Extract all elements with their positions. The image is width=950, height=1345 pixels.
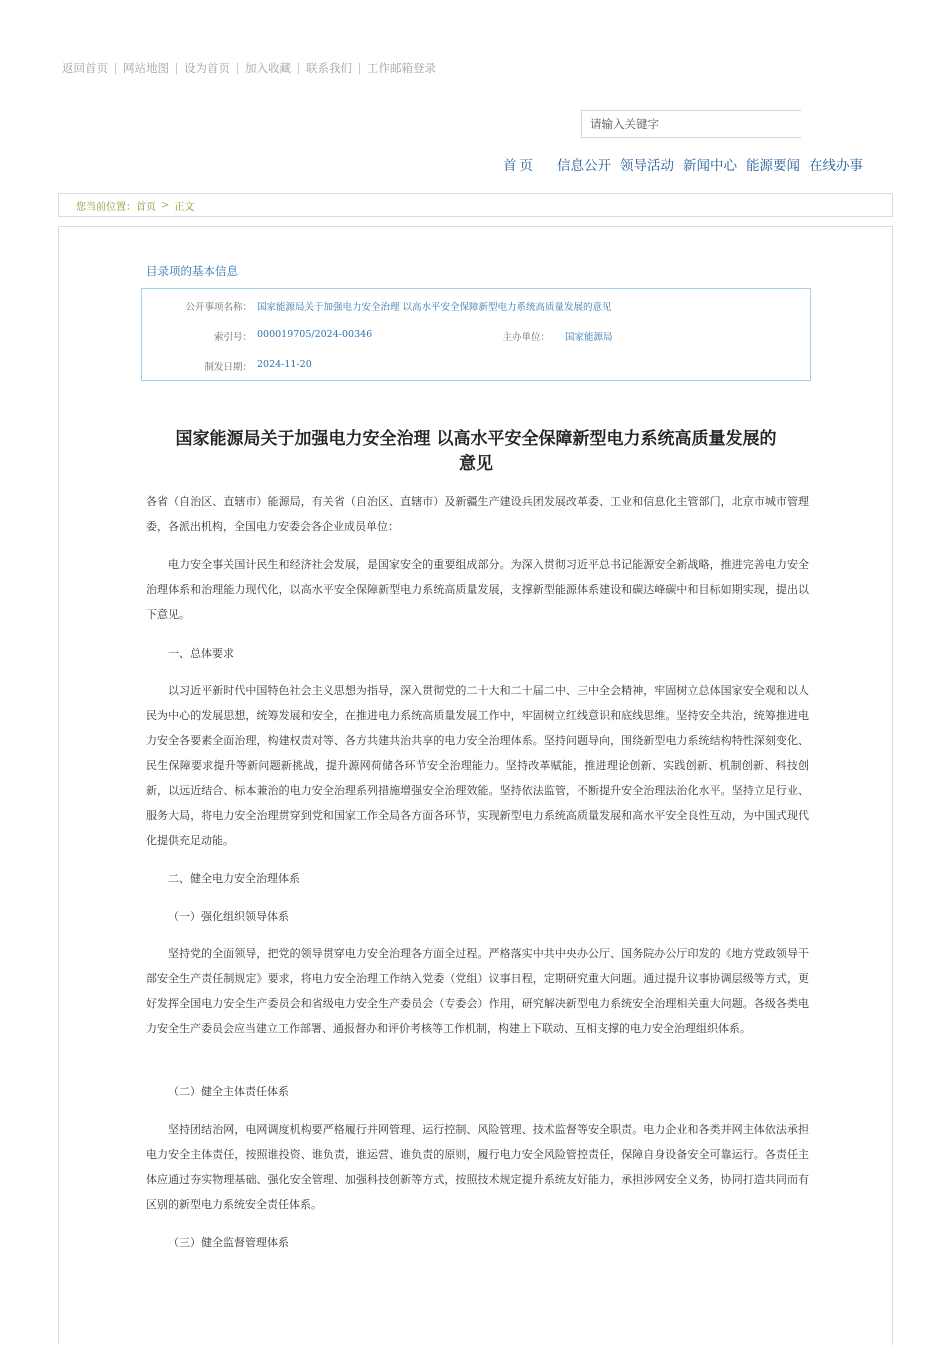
divider	[359, 63, 360, 74]
meta-section-title: 目录项的基本信息	[146, 264, 238, 278]
meta-unit-label: 主办单位：	[502, 332, 550, 343]
search-box	[581, 110, 801, 138]
subheading-responsibility: （二）健全主体责任体系	[168, 1085, 289, 1098]
top-link-home[interactable]: 返回首页	[62, 61, 108, 75]
meta-date-label: 制发日期：	[204, 362, 252, 373]
chevron-right-icon: >	[161, 199, 170, 211]
breadcrumb-current: 正文	[174, 201, 195, 213]
article-heading	[146, 641, 809, 666]
article-title	[143, 427, 809, 477]
article-subheading	[146, 1079, 809, 1104]
heading-general-requirements: 一、总体要求	[168, 647, 234, 660]
paragraph-text: 坚持团结治网，电网调度机构要严格履行并网管理、运行控制、风险管理、技术监督等安全职责。电力企业和各类并网主体依法承担电力安全主体责任，按照谁投资、谁负责，谁运营、谁负责的原则，履行电力安全风险管控责任，保障自身设备安全可靠运行。各责任主体应通过夯实物理基础、强化安全管理、加强科技创新等方式，按照技术规定提升系统友好能力，承担涉网安全义务，协同打造共同而有区别的新型电力系统安全责任体系。	[146, 1123, 809, 1211]
meta-name-value: 国家能源局关于加强电力安全治理 以高水平安全保障新型电力系统高质量发展的意见	[257, 302, 612, 313]
top-links-bar	[62, 60, 436, 76]
top-link-contact[interactable]: 联系我们	[306, 61, 352, 75]
article-paragraph	[146, 941, 809, 1041]
article-subheading	[146, 904, 809, 929]
nav-home[interactable]: 首页	[503, 158, 536, 174]
article-title-line2: 意见	[459, 454, 493, 474]
breadcrumb-label: 您当前位置：	[76, 201, 136, 213]
paragraph-text: 坚持党的全面领导，把党的领导贯穿电力安全治理各方面全过程。严格落实中共中央办公厅、国务院办公厅印发的《地方党政领导干部安全生产责任制规定》要求，将电力安全治理工作纳入党委（党组）议事日程，定期研究重大问题。通过提升议事协调层级等方式，更好发挥全国电力安全生产委员会和省级电力安全生产委员会（专委会）作用，研究解决新型电力系统安全治理相关重大问题。各级各类电力安全生产委员会应当建立工作部署、通报督办和评价考核等工作机制，构建上下联动、互相支撑的电力安全治理组织体系。	[146, 947, 809, 1035]
nav-leadership[interactable]: 领导活动	[620, 158, 674, 174]
content-panel	[58, 226, 893, 1345]
article-subheading	[146, 1230, 809, 1255]
paragraph-text: 电力安全事关国计民生和经济社会发展，是国家安全的重要组成部分。为深入贯彻习近平总书记能源安全新战略，推进完善电力安全治理体系和治理能力现代化，以高水平安全保障新型电力系统高质量发展，支撑新型能源体系建设和碳达峰碳中和目标如期实现，提出以下意见。	[146, 558, 809, 621]
meta-index-label: 索引号：	[213, 332, 252, 343]
meta-date-value: 2024-11-20	[257, 359, 312, 370]
heading-governance-system: 二、健全电力安全治理体系	[168, 872, 300, 885]
meta-name-label: 公开事项名称：	[185, 302, 252, 313]
salutation-text: 各省（自治区、直辖市）能源局，有关省（自治区、直辖市）及新疆生产建设兵团发展改革委、工业和信息化主管部门，北京市城市管理委，各派出机构，全国电力安委会各企业成员单位：	[146, 495, 809, 533]
top-link-add-favorite[interactable]: 加入收藏	[245, 61, 291, 75]
article-salutation	[146, 489, 809, 539]
top-link-sitemap[interactable]: 网站地图	[123, 61, 169, 75]
nav-news[interactable]: 新闻中心	[683, 158, 737, 174]
divider	[298, 63, 299, 74]
main-nav	[503, 154, 872, 174]
nav-online-services[interactable]: 在线办事	[809, 158, 863, 174]
article-paragraph	[146, 552, 809, 627]
divider	[237, 63, 238, 74]
meta-index-value: 000019705/2024-00346	[257, 329, 373, 340]
subheading-organization: （一）强化组织领导体系	[168, 910, 289, 923]
article-paragraph	[146, 678, 809, 853]
article-paragraph	[146, 1117, 809, 1217]
top-link-set-homepage[interactable]: 设为首页	[184, 61, 230, 75]
nav-energy-news[interactable]: 能源要闻	[746, 158, 800, 174]
nav-info-disclosure[interactable]: 信息公开	[557, 158, 611, 174]
top-link-mail-login[interactable]: 工作邮箱登录	[367, 61, 436, 75]
paragraph-text: 以习近平新时代中国特色社会主义思想为指导，深入贯彻党的二十大和二十届二中、三中全会精神，牢固树立总体国家安全观和以人民为中心的发展思想，统筹发展和安全，在推进电力系统高质量发展工作中，牢固树立红线意识和底线思维。坚持安全共治，统筹推进电力安全各要素全面治理，构建权责对等、各方共建共治共享的电力安全治理体系。坚持问题导向，围绕新型电力系统结构特性深刻变化、民生保障要求提升等新问题新挑战，提升源网荷储各环节安全治理能力。坚持改革赋能，推进理论创新、实践创新、机制创新、科技创新，以远近结合、标本兼治的电力安全治理系列措施增强安全治理效能。坚持依法监管，不断提升安全治理法治化水平。坚持立足行业、服务大局，将电力安全治理贯穿到党和国家工作全局各方面各环节，实现新型电力系统高质量发展和高水平安全良性互动，为中国式现代化提供充足动能。	[146, 684, 809, 847]
breadcrumb	[58, 193, 893, 217]
breadcrumb-home[interactable]: 首页	[136, 201, 156, 213]
article-heading	[146, 866, 809, 891]
search-input[interactable]	[582, 111, 801, 137]
meta-info-box	[141, 288, 811, 381]
subheading-supervision: （三）健全监督管理体系	[168, 1236, 289, 1249]
divider	[115, 63, 116, 74]
divider	[176, 63, 177, 74]
article-title-line1: 国家能源局关于加强电力安全治理 以高水平安全保障新型电力系统高质量发展的	[175, 429, 777, 449]
meta-unit-value: 国家能源局	[565, 332, 613, 343]
